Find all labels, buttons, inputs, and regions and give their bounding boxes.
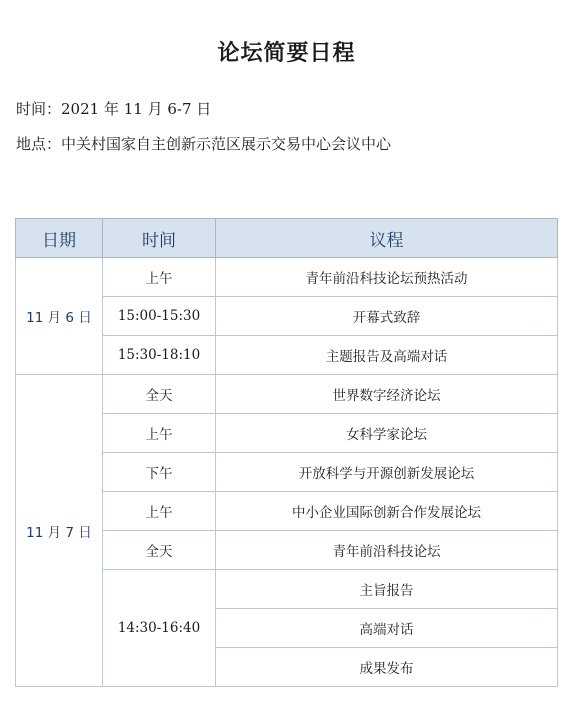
agenda-cell: 中小企业国际创新合作发展论坛 xyxy=(216,492,558,531)
header-date: 日期 xyxy=(16,219,103,258)
header-time: 时间 xyxy=(103,219,216,258)
time-cell: 上午 xyxy=(103,414,216,453)
time-cell: 上午 xyxy=(103,258,216,297)
time-cell: 15:30-18:10 xyxy=(103,336,216,375)
agenda-cell: 青年前沿科技论坛 xyxy=(216,531,558,570)
time-cell: 上午 xyxy=(103,492,216,531)
page-title: 论坛简要日程 xyxy=(217,41,356,66)
date-cell: 11 月 6 日 xyxy=(16,258,103,375)
agenda-cell: 青年前沿科技论坛预热活动 xyxy=(216,258,558,297)
agenda-cell: 开幕式致辞 xyxy=(216,297,558,336)
agenda-cell: 高端对话 xyxy=(216,609,558,648)
agenda-cell: 主旨报告 xyxy=(216,570,558,609)
time-cell: 下午 xyxy=(103,453,216,492)
table-header-row xyxy=(16,219,558,258)
agenda-cell: 女科学家论坛 xyxy=(216,414,558,453)
table-row xyxy=(16,258,558,297)
event-location: 地点：中关村国家自主创新示范区展示交易中心会议中心 xyxy=(16,135,392,153)
agenda-cell: 成果发布 xyxy=(216,648,558,687)
schedule-table xyxy=(15,218,558,687)
date-cell: 11 月 7 日 xyxy=(16,375,103,687)
time-cell: 14:30-16:40 xyxy=(103,570,216,687)
agenda-cell: 开放科学与开源创新发展论坛 xyxy=(216,453,558,492)
schedule-body xyxy=(16,258,558,687)
agenda-cell: 主题报告及高端对话 xyxy=(216,336,558,375)
header-agenda: 议程 xyxy=(216,219,558,258)
event-time: 时间：2021 年 11 月 6-7 日 xyxy=(16,100,212,118)
time-cell: 全天 xyxy=(103,375,216,414)
agenda-cell: 世界数字经济论坛 xyxy=(216,375,558,414)
time-cell: 15:00-15:30 xyxy=(103,297,216,336)
time-cell: 全天 xyxy=(103,531,216,570)
table-row xyxy=(16,375,558,414)
